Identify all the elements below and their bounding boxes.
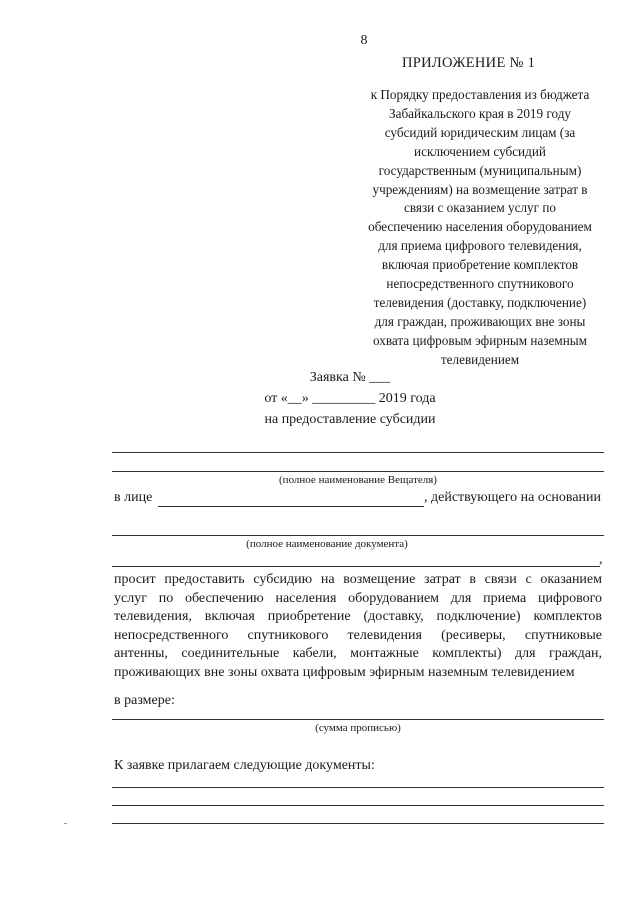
acting-basis-label: , действующего на основании [424, 490, 602, 505]
amount-label: в размере: [114, 693, 175, 708]
appendix-line: исключением субсидий [414, 143, 546, 159]
appendix-line: субсидий юридическим лицам (за [384, 124, 576, 140]
attachments-label: К заявке прилагаем следующие документы: [114, 758, 375, 773]
appendix-line: для приема цифрового телевидения, [378, 238, 582, 254]
application-purpose: на предоставление субсидии [264, 412, 436, 427]
appendix-line: телевидением [440, 351, 520, 367]
broadcaster-caption: (полное наименование Вещателя) [279, 474, 437, 486]
document-name-line-2[interactable] [112, 566, 600, 567]
appendix-line: обеспечению населения оборудованием [368, 219, 592, 235]
document-caption: (полное наименование документа) [246, 538, 408, 550]
request-line: телевидения, включая приобретение (доставку, подключение) комплектов [114, 609, 602, 625]
broadcaster-name-line-1[interactable] [112, 452, 604, 453]
application-date: от «__» _________ 2019 года [264, 391, 436, 406]
appendix-line: непосредственного спутникового [386, 276, 574, 292]
comma: , [599, 552, 603, 567]
appendix-line: включая приобретение комплектов [381, 257, 579, 273]
appendix-line: телевидения (доставку, подключение) [373, 294, 587, 310]
appendix-line: Забайкальского края в 2019 году [388, 105, 571, 121]
request-line: просит предоставить субсидию на возмещение затрат в связи с оказанием [114, 572, 602, 587]
amount-caption: (сумма прописью) [315, 722, 401, 734]
appendix-line: для граждан, проживающих вне зоны [374, 313, 586, 329]
appendix-line: государственным (муниципальным) [378, 162, 582, 178]
appendix-description [345, 86, 615, 370]
appendix-line: к Порядку предоставления из бюджета [370, 87, 590, 102]
scan-mark [64, 823, 67, 824]
request-line: непосредственного спутникового телевидения (ресиверы, спутниковые [114, 627, 602, 643]
broadcaster-name-line-2[interactable] [112, 471, 604, 472]
page-number: 8 [360, 33, 368, 48]
representative-name-line[interactable] [158, 506, 424, 507]
request-line: антенны, соединительные кабели, монтажные комплекты) для граждан, [114, 646, 602, 662]
request-paragraph [114, 571, 602, 683]
attachments-line-1[interactable] [112, 787, 604, 788]
amount-line[interactable] [112, 719, 604, 720]
request-line: услуг по обеспечению населения оборудованием для приема цифрового [114, 590, 602, 606]
request-line: проживающих вне зоны охвата цифровым эфирным наземным телевидением [114, 664, 575, 680]
appendix-line: связи с оказанием услуг по [404, 200, 556, 216]
in-person-label: в лице [114, 490, 153, 505]
attachments-line-2[interactable] [112, 805, 604, 806]
attachments-line-3[interactable] [112, 823, 604, 824]
appendix-line: охвата цифровым эфирным наземным [373, 332, 587, 348]
appendix-line: учреждениям) на возмещение затрат в [372, 181, 588, 197]
application-title: Заявка № ___ [309, 370, 391, 385]
document-name-line-1[interactable] [112, 535, 604, 536]
appendix-title: ПРИЛОЖЕНИЕ № 1 [402, 55, 536, 71]
